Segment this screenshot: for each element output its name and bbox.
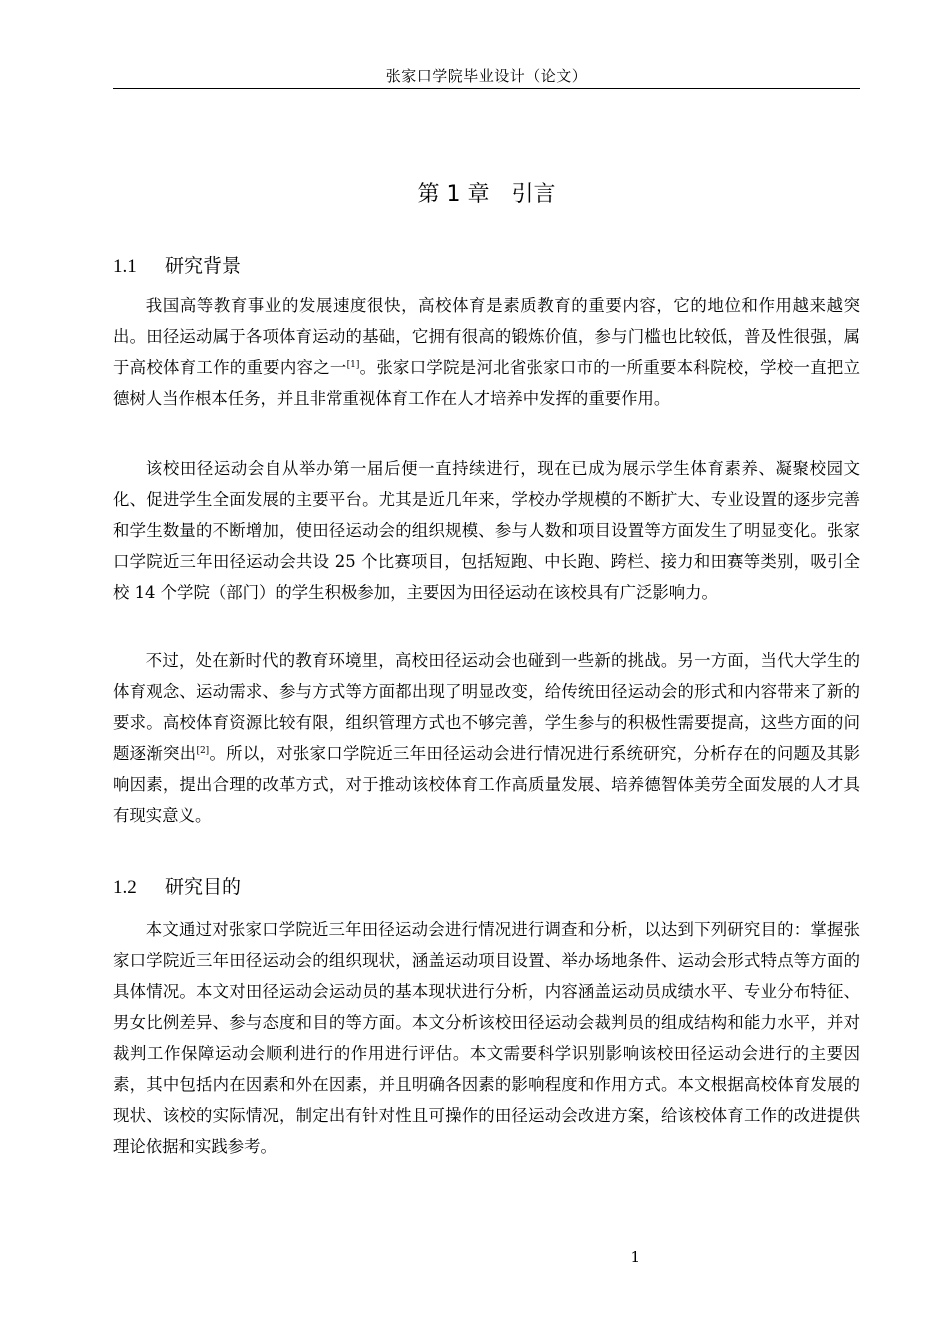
chapter-title [113,180,860,210]
citation-ref[interactable]: [2] [196,746,210,756]
section-heading-1-1 [113,253,241,280]
header-rule [113,88,860,89]
paragraph-background-2: 该校田径运动会自从举办第一届后便一直持续进行，现在已成为展示学生体育素养、凝聚校园文化、促进学生全面发展的主要平台。尤其是近几年来，学校办学规模的不断扩大、专业设置的逐步完善和学生数量的不断增加，使田径运动会的组织规模、参与人数和项目设置等方面发生了明显变化。张家口学院近三年田径运动会共设 25 个比赛项目，包括短跑、中长跑、跨栏、接力和田赛等类别，吸引全校 14 个学院（部门）的学生积极参加，主要因为田径运动在该校具有广泛影响力。 [113,459,860,602]
paragraph-background-1: 我国高等教育事业的发展速度很快，高校体育是素质教育的重要内容，它的地位和作用越来越突出。田径运动属于各项体育运动的基础，它拥有很高的锻炼价值，参与门槛也比较低，普及性很强，属于高校体育工作的重要内容之一[1]。张家口学院是河北省张家口市的一所重要本科院校，学校一直把立德树人当作根本任务，并且非常重视体育工作在人才培养中发挥的重要作用。 [113,296,860,408]
running-header: 张家口学院毕业设计（论文） [385,67,588,85]
section-number: 1.2 [113,877,137,898]
paragraph-background-3: 不过，处在新时代的教育环境里，高校田径运动会也碰到一些新的挑战。另一方面，当代大学生的体育观念、运动需求、参与方式等方面都出现了明显改变，给传统田径运动会的形式和内容带来了新的要求。高校体育资源比较有限，组织管理方式也不够完善，学生参与的积极性需要提高，这些方面的问题逐渐突出[2]。所以，对张家口学院近三年田径运动会进行情况进行系统研究，分析存在的问题及其影响因素，提出合理的改革方式，对于推动该校体育工作高质量发展、培养德智体美劳全面发展的人才具有现实意义。 [113,651,860,825]
chapter-number: 第 1 章 [417,182,490,207]
chapter-name: 引言 [511,182,556,207]
paragraph-purpose-1: 本文通过对张家口学院近三年田径运动会进行情况进行调查和分析，以达到下列研究目的：掌握张家口学院近三年田径运动会的组织现状，涵盖运动项目设置、举办场地条件、运动会形式特点等方面的具体情况。本文对田径运动会运动员的基本现状进行分析，内容涵盖运动员成绩水平、专业分布特征、男女比例差异、参与态度和目的等方面。本文分析该校田径运动会裁判员的组成结构和能力水平，并对裁判工作保障运动会顺利进行的作用进行评估。本文需要科学识别影响该校田径运动会进行的主要因素，其中包括内在因素和外在因素，并且明确各因素的影响程度和作用方式。本文根据高校体育发展的现状、该校的实际情况，制定出有针对性且可操作的田径运动会改进方案，给该校体育工作的改进提供理论依据和实践参考。 [113,920,860,1156]
section-number: 1.1 [113,256,137,277]
citation-ref[interactable]: [1] [346,360,360,370]
section-heading-1-2 [113,874,241,901]
section-title: 研究背景 [165,255,242,277]
section-title: 研究目的 [165,876,242,898]
page-number: 1 [630,1248,640,1266]
